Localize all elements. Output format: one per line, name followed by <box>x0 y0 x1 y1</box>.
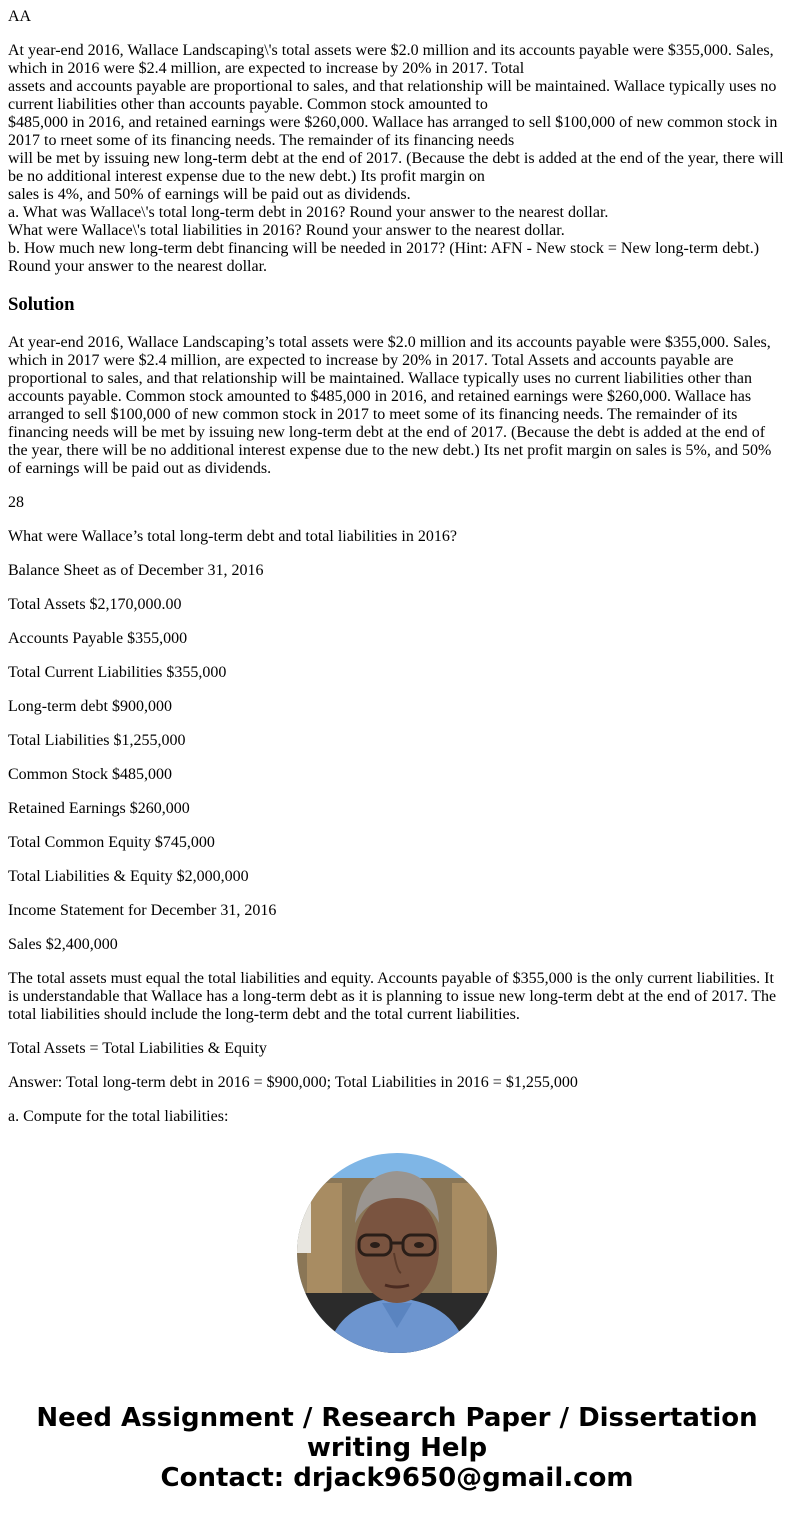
question-line: assets and accounts payable are proportional to sales, and that relationship will be maintained. Wallace typically uses no current liabilities other than accounts payable. Common stock amounted to <box>8 78 777 113</box>
balance-sheet-row: Total Liabilities & Equity $2,000,000 <box>8 868 249 885</box>
author-avatar <box>297 1153 497 1353</box>
solution-number: 28 <box>8 494 24 511</box>
solution-prompt: What were Wallace’s total long-term debt and total liabilities in 2016? <box>8 528 457 545</box>
promo-contact-email: Contact: drjack9650@gmail.com <box>160 1463 634 1493</box>
header-label: AA <box>8 8 32 25</box>
balance-sheet-row: Accounts Payable $355,000 <box>8 630 188 647</box>
solution-answer: Answer: Total long-term debt in 2016 = $900,000; Total Liabilities in 2016 = $1,255,000 <box>8 1074 578 1091</box>
question-part-b: b. How much new long-term debt financing will be needed in 2017? (Hint: AFN - New stock = New long-term debt.) Round your answer to the nearest dollar. <box>8 240 760 275</box>
question-text <box>8 42 786 276</box>
balance-sheet-title: Balance Sheet as of December 31, 2016 <box>8 562 264 579</box>
balance-sheet-row: Total Assets $2,170,000.00 <box>8 596 182 613</box>
balance-sheet-row: Common Stock $485,000 <box>8 766 173 783</box>
person-portrait-icon <box>297 1153 497 1353</box>
solution-intro: At year-end 2016, Wallace Landscaping’s total assets were $2.0 million and its accounts payable were $355,000. Sales, which in 2017 were $2.4 million, are expected to increase by 20% in 2017. Total Assets and accounts payable are proportional to sales, and that relationship will be maintained. Wallace typically uses no current liabilities other than accounts payable. Common stock amounted to $485,000 in 2016, and retained earnings were $260,000. Wallace has arranged to sell $100,000 of new common stock in 2017 to meet some of its financing needs. The remainder of its financing needs will be met by issuing new long-term debt at the end of 2017. (Because the debt is added at the end of the year, there will be no additional interest expense due to the new debt.) Its net profit margin on sales is 5%, and 50% of earnings will be paid out as dividends. <box>8 334 772 477</box>
question-line: At year-end 2016, Wallace Landscaping\'s total assets were $2.0 million and its accounts payable were $355,000. Sales, which in 2016 were $2.4 million, are expected to increase by 20% in 2017. Total <box>8 42 774 77</box>
income-statement-title: Income Statement for December 31, 2016 <box>8 902 277 919</box>
question-line: will be met by issuing new long-term debt at the end of 2017. (Because the debt is added at the end of the year, there will be no additional interest expense due to the new debt.) Its profit margin on <box>8 150 784 185</box>
promo-line-1: Need Assignment / Research Paper / Dissertation <box>36 1403 758 1433</box>
balance-sheet-row: Total Current Liabilities $355,000 <box>8 664 227 681</box>
solution-equation: Total Assets = Total Liabilities & Equity <box>8 1040 267 1057</box>
balance-sheet-row: Long-term debt $900,000 <box>8 698 172 715</box>
promo-banner <box>0 1403 794 1493</box>
question-line: sales is 4%, and 50% of earnings will be paid out as dividends. <box>8 186 411 203</box>
balance-sheet-row: Total Common Equity $745,000 <box>8 834 215 851</box>
question-part-a-liabilities: What were Wallace\'s total liabilities in 2016? Round your answer to the nearest dollar. <box>8 222 565 239</box>
balance-sheet-row: Retained Earnings $260,000 <box>8 800 190 817</box>
solution-next-step: a. Compute for the total liabilities: <box>8 1108 229 1124</box>
solution-explanation: The total assets must equal the total liabilities and equity. Accounts payable of $355,000 is the only current liabilities. It is understandable that Wallace has a long-term debt as it is planning to issue new long-term debt at the end of 2017. The total liabilities should include the long-term debt and the total current liabilities. <box>8 970 777 1023</box>
question-line: $485,000 in 2016, and retained earnings were $260,000. Wallace has arranged to sell $100,000 of new common stock in 2017 to rneet some of its financing needs. The remainder of its financing needs <box>8 114 778 149</box>
promo-line-2: writing Help <box>306 1433 488 1463</box>
question-part-a: a. What was Wallace\'s total long-term debt in 2016? Round your answer to the nearest dollar. <box>8 204 609 221</box>
solution-heading: Solution <box>8 294 75 315</box>
income-statement-row: Sales $2,400,000 <box>8 936 118 953</box>
document-content <box>8 0 786 1124</box>
balance-sheet-row: Total Liabilities $1,255,000 <box>8 732 186 749</box>
